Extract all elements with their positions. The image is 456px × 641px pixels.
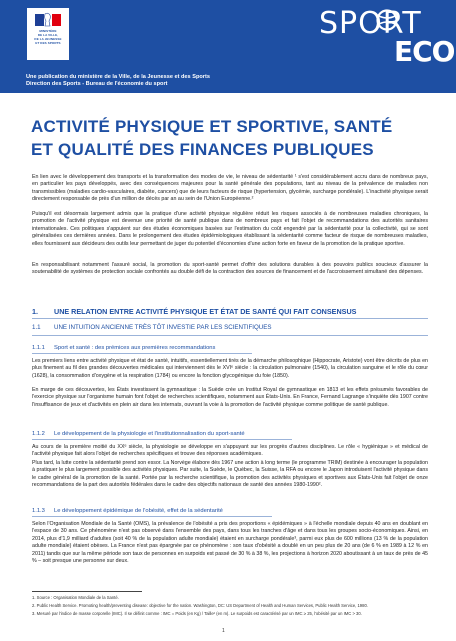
subsubsection-divider xyxy=(32,439,292,440)
logo-line: DE LA VILLE, xyxy=(37,33,59,37)
subsubsection-number: 1.1.1 xyxy=(32,345,45,351)
direction-line: Direction des Sports - Bureau de l'économie du sport xyxy=(26,81,168,87)
section-heading xyxy=(32,307,356,316)
publication-line: Une publication du ministère de la Ville, de la Jeunesse et des Sports xyxy=(26,74,210,80)
footnote: 3. Mesuré par l'indice de masse corporelle (IMC). Il se définit comme : IMC = Poids (en Kg) / Taille² (en m). Le surpoids est caractérisé par un IMC ≥ 25, l'obésité par un IMC > 30. xyxy=(32,611,362,616)
intro-paragraph: En responsabilisant notamment l'assuré social, la promotion du sport-santé permet d'offrir des solutions durables à des pouvoirs publics soucieux d'assurer la soutenabilité de systèmes de protection sociale confrontés au double défi de la contraction des sources de financement et de l'accroissement simultané des dépenses. xyxy=(32,262,428,276)
section-number: 1. xyxy=(32,307,38,316)
page-title xyxy=(31,115,431,161)
subsubsection-divider xyxy=(32,353,252,354)
body-paragraph: Les premiers liens entre activité physique et état de santé, intuitifs, essentiellement tirés de la démarche philosophique (Hippocrate, Aristote) vont être décrits de plus en plus finement au fil des grandes découvertes médicales qui interviennent dès le XVIᵉ siècle : la circulation pulmonaire (1540), la circulation sanguine et le rôle du cœur (1628), la consommation d'oxygène et la respiration (1784) ou encore la fonction glycogénique du foie (1850). xyxy=(32,358,428,379)
section-divider xyxy=(32,318,428,319)
logo-line: DE LA JEUNESSE xyxy=(34,37,62,41)
body-paragraph: Selon l'Organisation Mondiale de la Santé (OMS), la prévalence de l'obésité a pris des proportions « épidémiques » à l'échelle mondiale depuis 40 ans en doublant en l'espace de 30 ans. Ce phénomène n'est pas observé dans l'ensemble des pays, dans tous les tranches d'âge et dans tous les groupes socio-économiques. Ainsi, en 2014, plus d'1,9 milliard d'adultes (soit 40 % de la population adulte mondiale) étaient en surcharge pondérale³, parmi eux plus de 600 millions (13 % de la population adulte mondiale) étaient obèses. La France n'est pas épargnée par ce phénomène : son taux d'obésité a doublé en un peu plus de 20 ans (de 6 % en 1989 à 12 % en 2011) tandis que sur la même période son taux de personnes en surpoids est passé de 30 % à 38 %, les projections à horizon 2020 aboutissant à un taux de près de 45 % – soit presque une personne sur deux. xyxy=(32,521,428,565)
subsection-title: UNE INTUITION ANCIENNE TRÈS TÔT INVESTIE PAR LES SCIENTIFIQUES xyxy=(54,324,272,331)
subsubsection-heading xyxy=(32,345,215,351)
page-number: 1 xyxy=(222,628,225,634)
logo-line: ET DES SPORTS xyxy=(35,41,61,45)
subsubsection-title: Le développement épidémique de l'obésité, effet de la sédentarité xyxy=(54,508,223,514)
section-title: UNE RELATION ENTRE ACTIVITÉ PHYSIQUE ET ÉTAT DE SANTÉ QUI FAIT CONSENSUS xyxy=(54,307,357,316)
subsubsection-title: Le développement de la physiologie et l'institutionnalisation du sport-santé xyxy=(54,431,245,437)
body-paragraph: Au cours de la première moitié du XXᵉ siècle, la physiologie se développe en s'appuyant sur les progrès d'autres disciplines. Le rôle « hygiénique » et médical de l'activité physique fait alors l'objet de recherches spécifiques et trouve des réponses académiques. xyxy=(32,444,428,458)
body-paragraph: Plus tard, la lutte contre la sédentarité prend son essor. La Norvège élabore dès 1967 une action à long terme (le programme TRIM) destinée à encourager la population à pratiquer le plus largement possible des activités physiques. Par suite, la Suède, le Québec, la Suisse, la RFA ou encore le Japon introduisent l'activité physique dans le cadre général de la promotion de la santé. Portée par la recherche scientifique, la promotion des activités physiques et sportives aux États-Unis fait l'objet de onze recommandations de la part des autorités fédérales dans le cadre des objectifs nationaux de santé des années 1980-1990². xyxy=(32,460,428,489)
ministry-logo xyxy=(27,8,69,60)
footnote: 2. Public Health Service. Promoting health/preventing disease: objective for the nation. Washington, DC: US Department of Health and Human Services, Public Health Service, 1980. xyxy=(32,603,368,608)
subsection-heading xyxy=(32,324,272,331)
subsubsection-heading xyxy=(32,508,223,514)
body-paragraph: En marge de ces découvertes, les États investissent la gymnastique : la Suède crée un Institut Royal de gymnastique en 1813 et les effets présumés favorables de l'exercice physique sur l'organisme humain font l'objet de recherches scientifiques, notamment aux États-Unis. En France, Fernand Lagrange s'inquiète dès 1907 contre l'insuffisance de jeux et d'activités en plein air dans les internats, ouvrant la voie à la promotion de l'activité physique comme politique de santé publique. xyxy=(32,387,428,408)
subsubsection-heading xyxy=(32,431,245,437)
ball-icon xyxy=(376,9,398,31)
intro-paragraph: En lien avec le développement des transports et la transformation des modes de vie, le niveau de sédentarité ¹ s'est considérablement accru dans de nombreux pays, en particulier les pays développés, avec des conséquences majeures pour la santé générale des populations, tant au niveau de la prévalence de maladies non transmissibles (maladies cardio-vasculaires, diabète, cancers) que de leurs facteurs de risque (hypertension, glycémie, surcharge pondérale). L'inactivité physique serait directement responsable de près d'un million de décès par an au sein de l'Union Européenne.² xyxy=(32,174,428,203)
logo-line: MINISTÈRE xyxy=(39,29,57,33)
subsubsection-title: Sport et santé : des prémices aux premières recommandations xyxy=(54,345,216,351)
subsubsection-number: 1.1.3 xyxy=(32,508,45,514)
subsection-number: 1.1 xyxy=(32,324,41,331)
intro-paragraph: Puisqu'il est désormais largement admis que la pratique d'une activité physique régulière réduit les risques associés à de nombreuses maladies chroniques, la promotion de l'activité physique est devenue une priorité de santé publique dans de nombreux pays et fait l'objet de recommandations des autorités sanitaires internationales. Ces politiques s'appuient sur des études économiques basées sur l'estimation du coût engendré par la sédentarité pour la collectivité, qui se sont généralisées ces dernières années. Dans le prolongement des études épidémiologiques établissant la sédentarité comme facteur de risque de nombreuses maladies, elles fournissent aux décideurs des outils leur permettant de juger du potentiel d'économies d'une action forte en faveur de la promotion de la pratique sportive. xyxy=(32,211,428,247)
brand-eco: ECO xyxy=(394,35,455,68)
subsection-divider xyxy=(32,335,428,336)
marianne-icon xyxy=(42,12,53,27)
title-line: ET QUALITÉ DES FINANCES PUBLIQUES xyxy=(31,140,374,159)
footnote-divider xyxy=(32,591,142,592)
title-line: ACTIVITÉ PHYSIQUE ET SPORTIVE, SANTÉ xyxy=(31,117,393,136)
subsubsection-number: 1.1.2 xyxy=(32,431,45,437)
subsubsection-divider xyxy=(32,516,272,517)
header-banner xyxy=(0,0,456,93)
ministry-name xyxy=(29,29,67,45)
brand-sport: SPORT xyxy=(319,6,422,41)
footnote: 1. Source : Organisation Mondiale de la Santé. xyxy=(32,595,119,600)
